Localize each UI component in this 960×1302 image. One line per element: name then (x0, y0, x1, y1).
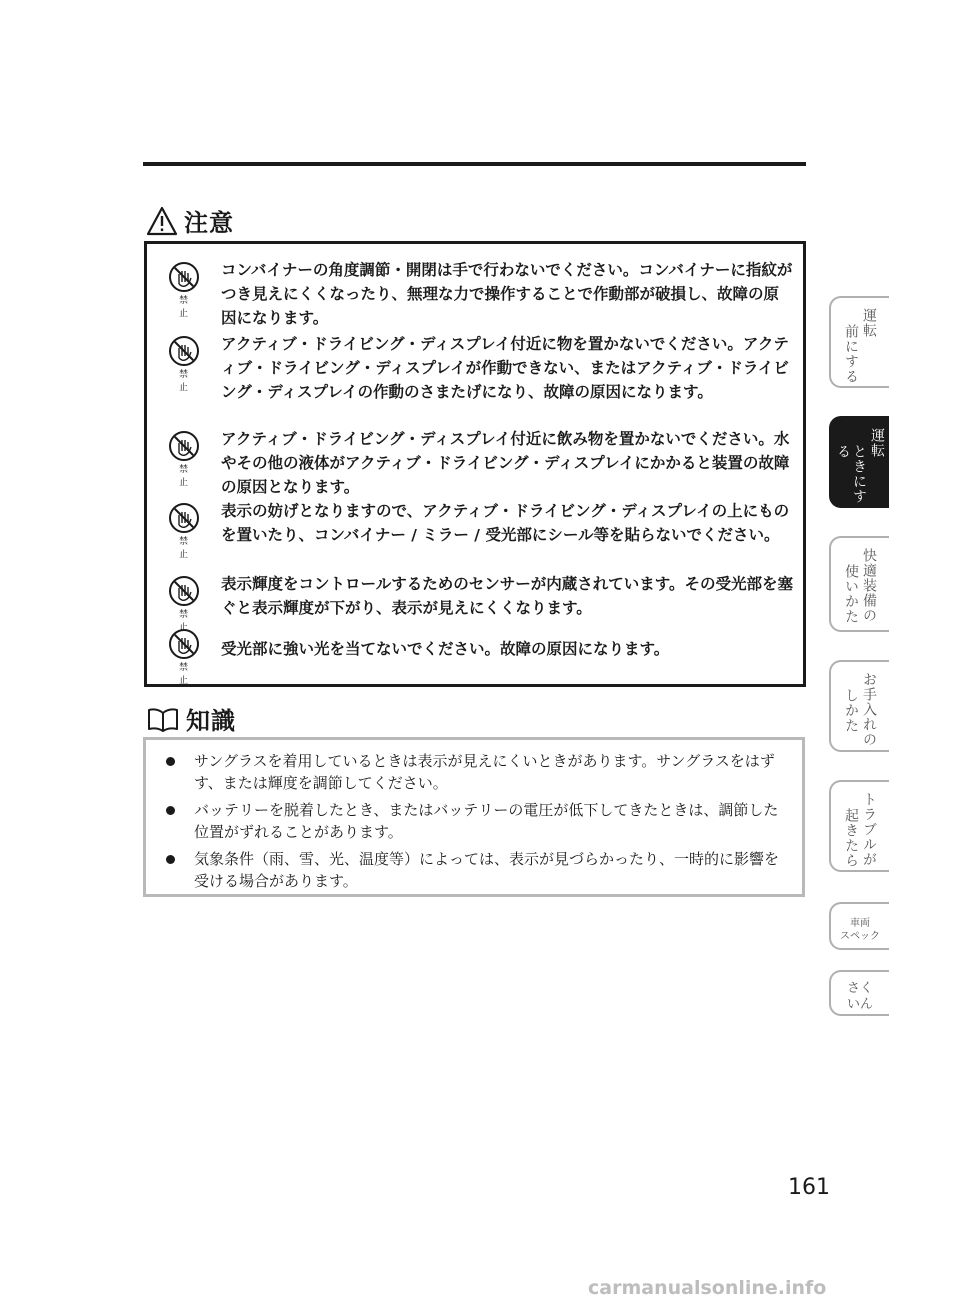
tab-label: 運転 (861, 308, 877, 338)
caution-text: アクティブ・ドライビング・ディスプレイ付近に物を置かないでください。アクティブ・ドライビング・ディスプレイが作動できない、またはアクティブ・ドライビング・ディスプレイの作動のさまたげになり、故障の原因になります。 (221, 335, 789, 401)
prohibited-hand-icon (167, 503, 201, 560)
tab-label: 快適装備の (861, 548, 877, 623)
list-item (164, 848, 792, 892)
open-book-icon (146, 705, 180, 733)
tab-vehicle-specs[interactable] (829, 902, 889, 950)
list-item (164, 799, 792, 843)
tab-label: いん (846, 997, 873, 1012)
tab-label: 前にする (843, 324, 859, 384)
tab-label: 車両 (850, 918, 870, 929)
tab-before-driving[interactable] (829, 296, 889, 388)
bullet-icon (166, 855, 175, 864)
tab-label: しかた (843, 688, 859, 733)
tab-label: トラブルが (861, 792, 877, 867)
bullet-icon (166, 757, 175, 766)
knowledge-heading (146, 701, 236, 736)
tab-index[interactable] (829, 970, 889, 1016)
tab-label: お手入れの (861, 672, 877, 747)
prohibited-label: 禁止 (178, 370, 194, 393)
prohibited-label: 禁止 (178, 663, 194, 686)
list-item (164, 750, 792, 794)
prohibited-label: 禁止 (178, 296, 194, 319)
knowledge-text: 気象条件（雨、雪、光、温度等）によっては、表示が見づらかったり、一時的に影響を受ける場合があります。 (194, 850, 780, 890)
knowledge-title: 知識 (186, 707, 236, 735)
prohibited-label: 禁止 (178, 610, 194, 633)
prohibited-hand-icon (167, 262, 201, 319)
prohibited-label: 禁止 (178, 537, 194, 560)
tab-troubleshooting[interactable] (829, 780, 889, 872)
watermark: carmanualsonline.info (588, 1277, 827, 1299)
prohibited-hand-icon (167, 576, 201, 633)
top-rule (143, 162, 806, 166)
tab-maintenance[interactable] (829, 660, 889, 752)
caution-text: アクティブ・ドライビング・ディスプレイ付近に飲み物を置かないでください。水やその他の液体がアクティブ・ドライビング・ディスプレイにかかると装置の故障の原因となります。 (221, 430, 790, 496)
caution-text: コンバイナーの角度調節・開閉は手で行わないでください。コンバイナーに指紋がつき見えにくくなったり、無理な力で操作することで作動部が破損し、故障の原因になります。 (221, 261, 793, 327)
tab-label: さく (846, 981, 873, 996)
tab-label: ときにする (835, 444, 867, 504)
caution-box (144, 241, 806, 687)
tab-label: 起きたら (843, 808, 859, 868)
knowledge-text: バッテリーを脱着したとき、またはバッテリーの電圧が低下してきたときは、調節した位置がずれることがあります。 (194, 801, 779, 841)
prohibited-hand-icon (167, 431, 201, 488)
caution-text: 表示輝度をコントロールするためのセンサーが内蔵されています。その受光部を塞ぐと表示輝度が下がり、表示が見えにくくなります。 (221, 575, 793, 617)
prohibited-hand-icon (167, 629, 201, 686)
prohibited-hand-icon (167, 336, 201, 393)
caution-text: 受光部に強い光を当てないでください。故障の原因になります。 (221, 640, 670, 658)
tab-label: スペック (840, 931, 880, 942)
tab-while-driving[interactable] (829, 416, 889, 508)
tab-comfort-equipment[interactable] (829, 536, 889, 632)
knowledge-list (164, 750, 792, 897)
page-number: 161 (788, 1175, 830, 1200)
tab-label: 運転 (869, 428, 885, 458)
tab-label: 使いかた (843, 564, 859, 624)
caution-heading (146, 203, 234, 238)
warning-triangle-icon (146, 206, 178, 236)
bullet-icon (166, 806, 175, 815)
caution-title: 注意 (184, 209, 234, 237)
prohibited-label: 禁止 (178, 465, 194, 488)
caution-text: 表示の妨げとなりますので、アクティブ・ドライビング・ディスプレイの上にものを置いたり、コンバイナー / ミラー / 受光部にシール等を貼らないでください。 (221, 502, 790, 544)
knowledge-box (143, 737, 805, 897)
knowledge-text: サングラスを着用しているときは表示が見えにくいときがあります。サングラスをはずす、または輝度を調節してください。 (194, 752, 775, 792)
